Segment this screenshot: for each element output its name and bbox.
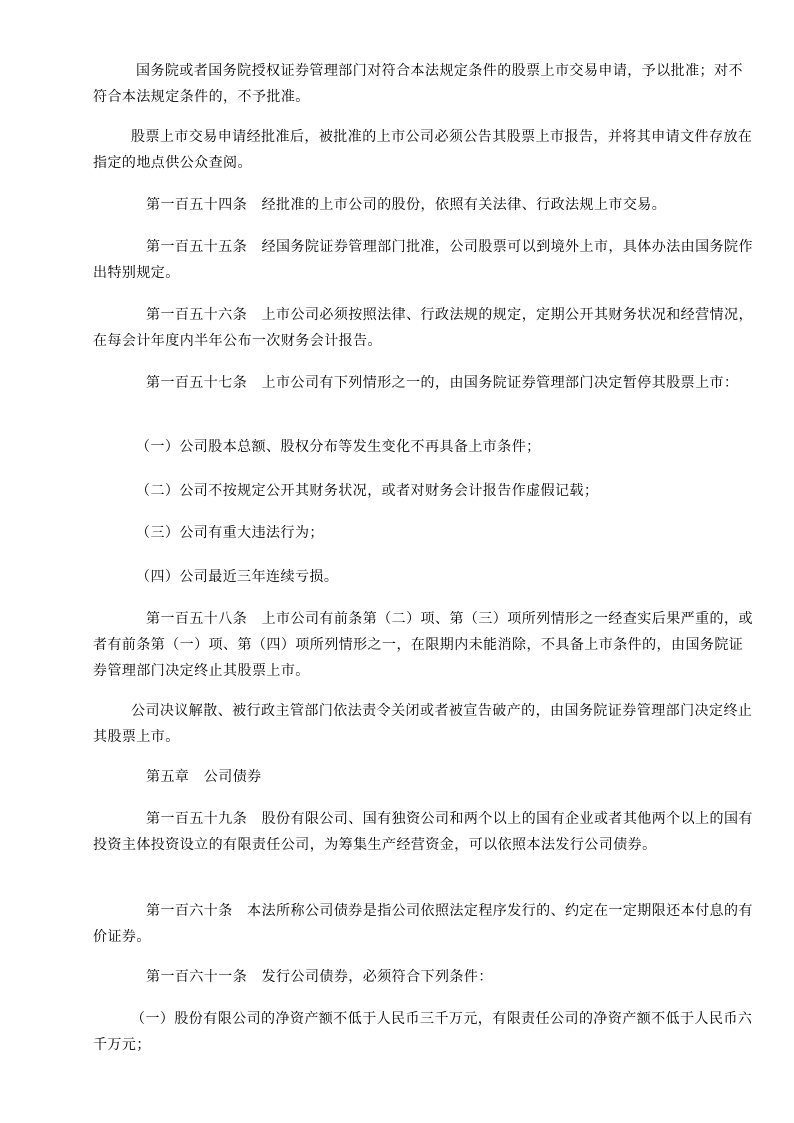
article-161-item-1: （一）股份有限公司的净资产额不低于人民币三千万元，有限责任公司的净资产额不低于人民币六千万元； bbox=[93, 1011, 753, 1053]
article-157-item-4: （四）公司最近三年连续亏损。 bbox=[136, 569, 339, 585]
article-157: 第一百五十七条 上市公司有下列情形之一的，由国务院证券管理部门决定暂停其股票上市： bbox=[146, 375, 739, 391]
article-160: 第一百六十条 本法所称公司债券是指公司依照法定程序发行的、约定在一定期限还本付息的有价证券。 bbox=[93, 903, 753, 945]
article-156: 第一百五十六条 上市公司必须按照法律、行政法规的规定，定期公开其财务状况和经营情况，在每会计年度内半年公布一次财务会计报告。 bbox=[93, 307, 753, 349]
chapter-5-heading: 第五章 公司债券 bbox=[146, 769, 262, 785]
article-157-item-1: （一）公司股本总额、股权分布等发生变化不再具备上市条件； bbox=[136, 439, 541, 455]
article-159: 第一百五十九条 股份有限公司、国有独资公司和两个以上的国有企业或者其他两个以上的国有投资主体投资设立的有限责任公司，为筹集生产经营资金，可以依照本法发行公司债券。 bbox=[93, 811, 753, 853]
article-157-item-3: （三）公司有重大违法行为； bbox=[136, 525, 324, 541]
article-158: 第一百五十八条 上市公司有前条第（二）项、第（三）项所列情形之一经查实后果严重的，或者有前条第（一）项、第（四）项所列情形之一，在限期内未能消除，不具备上市条件的，由国务院证券管理部门决定终止其股票上市。 bbox=[93, 611, 753, 679]
paragraph-termination: 公司决议解散、被行政主管部门依法责令关闭或者被宣告破产的，由国务院证券管理部门决定终止其股票上市。 bbox=[93, 703, 753, 745]
paragraph-listing-report: 股票上市交易申请经批准后，被批准的上市公司必须公告其股票上市报告，并将其申请文件存放在指定的地点供公众查阅。 bbox=[93, 129, 753, 171]
article-155: 第一百五十五条 经国务院证券管理部门批准，公司股票可以到境外上市，具体办法由国务院作出特别规定。 bbox=[93, 239, 753, 281]
article-157-item-2: （二）公司不按规定公开其财务状况，或者对财务会计报告作虚假记载； bbox=[136, 483, 599, 499]
paragraph-approval: 国务院或者国务院授权证券管理部门对符合本法规定条件的股票上市交易申请，予以批准；对不符合本法规定条件的，不予批准。 bbox=[93, 63, 743, 105]
article-161: 第一百六十一条 发行公司债券，必须符合下列条件： bbox=[146, 969, 493, 985]
article-154: 第一百五十四条 经批准的上市公司的股份，依照有关法律、行政法规上市交易。 bbox=[146, 197, 667, 213]
